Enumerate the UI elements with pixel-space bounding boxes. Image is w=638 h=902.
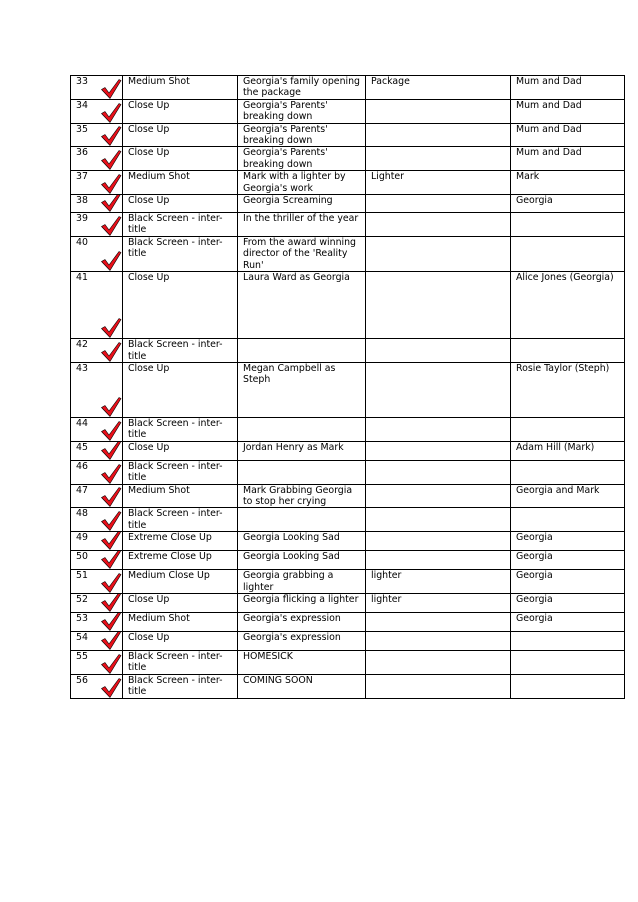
- shot-type-cell: Black Screen - inter-title: [123, 417, 238, 441]
- red-checkmark-icon: [100, 317, 122, 339]
- cast-cell: Adam Hill (Mark): [511, 441, 625, 460]
- props-cell: [366, 99, 511, 123]
- table-row: [71, 674, 625, 698]
- table-row: [71, 508, 625, 532]
- table-row: [71, 213, 625, 237]
- props-cell: [366, 123, 511, 147]
- shot-number-cell: [71, 339, 123, 363]
- shot-number: 47: [76, 484, 88, 496]
- shot-type-cell: Black Screen - inter-title: [123, 650, 238, 674]
- red-checkmark-icon: [100, 195, 122, 213]
- props-cell: lighter: [366, 570, 511, 594]
- cast-cell: Alice Jones (Georgia): [511, 272, 625, 339]
- red-checkmark-icon: [100, 149, 122, 171]
- shot-number: 45: [76, 441, 88, 453]
- cast-cell: [511, 508, 625, 532]
- shot-type-cell: Medium Shot: [123, 76, 238, 100]
- shot-type-cell: Close Up: [123, 593, 238, 612]
- shot-description-cell: HOMESICK: [238, 650, 366, 674]
- shot-type-cell: Extreme Close Up: [123, 532, 238, 551]
- shot-description-cell: [238, 508, 366, 532]
- shot-type-cell: Black Screen - inter-title: [123, 508, 238, 532]
- cast-cell: Mum and Dad: [511, 147, 625, 171]
- shot-description-cell: Georgia Screaming: [238, 195, 366, 213]
- table-row: [71, 460, 625, 484]
- table-row: [71, 484, 625, 508]
- shot-description-cell: Mark Grabbing Georgia to stop her crying: [238, 484, 366, 508]
- red-checkmark-icon: [100, 125, 122, 147]
- shot-number: 50: [76, 551, 88, 563]
- shot-type-cell: Black Screen - inter-title: [123, 339, 238, 363]
- shot-number: 35: [76, 123, 88, 135]
- table-row: [71, 195, 625, 213]
- props-cell: [366, 236, 511, 271]
- props-cell: [366, 272, 511, 339]
- shot-number-cell: [71, 631, 123, 650]
- table-row: [71, 123, 625, 147]
- table-row: [71, 570, 625, 594]
- shot-number-cell: [71, 612, 123, 631]
- table-row: [71, 236, 625, 271]
- shot-number-cell: [71, 650, 123, 674]
- props-cell: [366, 484, 511, 508]
- shot-number: 33: [76, 76, 88, 87]
- shot-description-cell: Georgia grabbing a lighter: [238, 570, 366, 594]
- shot-type-cell: Medium Close Up: [123, 570, 238, 594]
- shot-number-cell: [71, 417, 123, 441]
- shot-number: 34: [76, 99, 88, 111]
- shot-number: 48: [76, 508, 88, 520]
- shot-number-cell: [71, 195, 123, 213]
- table-row: [71, 417, 625, 441]
- table-row: [71, 171, 625, 195]
- cast-cell: [511, 674, 625, 698]
- shot-description-cell: Georgia's Parents' breaking down: [238, 99, 366, 123]
- red-checkmark-icon: [100, 420, 122, 442]
- table-row: [71, 272, 625, 339]
- red-checkmark-icon: [100, 572, 122, 594]
- cast-cell: Georgia: [511, 612, 625, 631]
- table-row: [71, 593, 625, 612]
- red-checkmark-icon: [100, 463, 122, 485]
- red-checkmark-icon: [100, 510, 122, 532]
- shot-number-cell: [71, 123, 123, 147]
- props-cell: [366, 532, 511, 551]
- shot-number-cell: [71, 99, 123, 123]
- cast-cell: Georgia: [511, 593, 625, 612]
- cast-cell: Mum and Dad: [511, 99, 625, 123]
- red-checkmark-icon: [100, 631, 122, 650]
- shot-number: 54: [76, 631, 88, 643]
- shot-number: 51: [76, 570, 88, 582]
- cast-cell: Mark: [511, 171, 625, 195]
- props-cell: [366, 147, 511, 171]
- red-checkmark-icon: [100, 532, 122, 551]
- shot-number-cell: [71, 551, 123, 570]
- cast-cell: Mum and Dad: [511, 123, 625, 147]
- shot-type-cell: Medium Shot: [123, 484, 238, 508]
- shot-number-cell: [71, 484, 123, 508]
- shot-number-cell: [71, 236, 123, 271]
- shot-description-cell: Georgia's expression: [238, 612, 366, 631]
- props-cell: [366, 612, 511, 631]
- cast-cell: [511, 236, 625, 271]
- table-row: [71, 99, 625, 123]
- shot-list-body: [71, 76, 625, 699]
- shot-type-cell: Close Up: [123, 195, 238, 213]
- shot-description-cell: Georgia's family opening the package: [238, 76, 366, 100]
- table-row: [71, 650, 625, 674]
- props-cell: [366, 362, 511, 417]
- shot-description-cell: Georgia flicking a lighter: [238, 593, 366, 612]
- table-row: [71, 76, 625, 100]
- table-row: [71, 339, 625, 363]
- props-cell: [366, 213, 511, 237]
- shot-number-cell: [71, 362, 123, 417]
- shot-type-cell: Extreme Close Up: [123, 551, 238, 570]
- shot-number: 44: [76, 417, 88, 429]
- red-checkmark-icon: [100, 593, 122, 612]
- red-checkmark-icon: [100, 341, 122, 363]
- shot-number: 42: [76, 339, 88, 351]
- shot-description-cell: [238, 460, 366, 484]
- shot-description-cell: Georgia Looking Sad: [238, 532, 366, 551]
- red-checkmark-icon: [100, 102, 122, 124]
- cast-cell: [511, 650, 625, 674]
- shot-description-cell: Georgia's Parents' breaking down: [238, 147, 366, 171]
- shot-number-cell: [71, 272, 123, 339]
- table-row: [71, 362, 625, 417]
- props-cell: [366, 417, 511, 441]
- shot-number: 41: [76, 272, 88, 284]
- red-checkmark-icon: [100, 441, 122, 460]
- shot-number-cell: [71, 593, 123, 612]
- shot-number: 49: [76, 532, 88, 544]
- props-cell: Lighter: [366, 171, 511, 195]
- shot-number-cell: [71, 441, 123, 460]
- red-checkmark-icon: [100, 215, 122, 237]
- cast-cell: Georgia: [511, 570, 625, 594]
- shot-type-cell: Black Screen - inter-title: [123, 213, 238, 237]
- cast-cell: [511, 339, 625, 363]
- shot-number-cell: [71, 213, 123, 237]
- shot-number-cell: [71, 532, 123, 551]
- props-cell: [366, 508, 511, 532]
- table-row: [71, 551, 625, 570]
- shot-description-cell: Georgia's expression: [238, 631, 366, 650]
- red-checkmark-icon: [100, 250, 122, 272]
- props-cell: [366, 441, 511, 460]
- cast-cell: Georgia: [511, 532, 625, 551]
- shot-description-cell: From the award winning director of the 'Reality Run': [238, 236, 366, 271]
- cast-cell: Georgia: [511, 195, 625, 213]
- shot-number: 39: [76, 213, 88, 225]
- shot-type-cell: Medium Shot: [123, 171, 238, 195]
- table-row: [71, 612, 625, 631]
- shot-number-cell: [71, 570, 123, 594]
- shot-type-cell: Black Screen - inter-title: [123, 674, 238, 698]
- shot-description-cell: Laura Ward as Georgia: [238, 272, 366, 339]
- shot-description-cell: [238, 339, 366, 363]
- red-checkmark-icon: [100, 396, 122, 418]
- shot-description-cell: Georgia Looking Sad: [238, 551, 366, 570]
- props-cell: Package: [366, 76, 511, 100]
- props-cell: lighter: [366, 593, 511, 612]
- cast-cell: [511, 417, 625, 441]
- shot-number: 52: [76, 593, 88, 605]
- shot-type-cell: Close Up: [123, 123, 238, 147]
- table-row: [71, 147, 625, 171]
- shot-number-cell: [71, 171, 123, 195]
- shot-number: 53: [76, 612, 88, 624]
- shot-number: 38: [76, 195, 88, 207]
- red-checkmark-icon: [100, 486, 122, 508]
- props-cell: [366, 650, 511, 674]
- props-cell: [366, 551, 511, 570]
- cast-cell: Mum and Dad: [511, 76, 625, 100]
- shot-description-cell: COMING SOON: [238, 674, 366, 698]
- cast-cell: Georgia and Mark: [511, 484, 625, 508]
- shot-type-cell: Close Up: [123, 441, 238, 460]
- props-cell: [366, 460, 511, 484]
- shot-number: 36: [76, 147, 88, 159]
- shot-number: 40: [76, 236, 88, 248]
- shot-type-cell: Black Screen - inter-title: [123, 460, 238, 484]
- red-checkmark-icon: [100, 612, 122, 631]
- shot-number: 37: [76, 171, 88, 183]
- red-checkmark-icon: [100, 551, 122, 570]
- cast-cell: Rosie Taylor (Steph): [511, 362, 625, 417]
- shot-number-cell: [71, 76, 123, 100]
- shot-number: 55: [76, 650, 88, 662]
- cast-cell: [511, 631, 625, 650]
- shot-number-cell: [71, 674, 123, 698]
- table-row: [71, 631, 625, 650]
- shot-description-cell: Megan Campbell as Steph: [238, 362, 366, 417]
- shot-type-cell: Close Up: [123, 631, 238, 650]
- red-checkmark-icon: [100, 78, 122, 100]
- shot-description-cell: Jordan Henry as Mark: [238, 441, 366, 460]
- red-checkmark-icon: [100, 173, 122, 195]
- shot-number-cell: [71, 508, 123, 532]
- shot-number: 46: [76, 460, 88, 472]
- shot-number: 43: [76, 362, 88, 374]
- shot-type-cell: Close Up: [123, 99, 238, 123]
- shot-list-table: [70, 75, 625, 699]
- props-cell: [366, 339, 511, 363]
- props-cell: [366, 674, 511, 698]
- table-row: [71, 441, 625, 460]
- shot-type-cell: Black Screen - inter-title: [123, 236, 238, 271]
- shot-description-cell: In the thriller of the year: [238, 213, 366, 237]
- props-cell: [366, 195, 511, 213]
- shot-type-cell: Close Up: [123, 147, 238, 171]
- shot-type-cell: Medium Shot: [123, 612, 238, 631]
- cast-cell: Georgia: [511, 551, 625, 570]
- props-cell: [366, 631, 511, 650]
- shot-description-cell: [238, 417, 366, 441]
- shot-type-cell: Close Up: [123, 272, 238, 339]
- table-row: [71, 532, 625, 551]
- cast-cell: [511, 460, 625, 484]
- shot-type-cell: Close Up: [123, 362, 238, 417]
- shot-number-cell: [71, 147, 123, 171]
- shot-description-cell: Georgia's Parents' breaking down: [238, 123, 366, 147]
- red-checkmark-icon: [100, 677, 122, 699]
- cast-cell: [511, 213, 625, 237]
- shot-number-cell: [71, 460, 123, 484]
- red-checkmark-icon: [100, 653, 122, 675]
- shot-description-cell: Mark with a lighter by Georgia's work: [238, 171, 366, 195]
- shot-number: 56: [76, 674, 88, 686]
